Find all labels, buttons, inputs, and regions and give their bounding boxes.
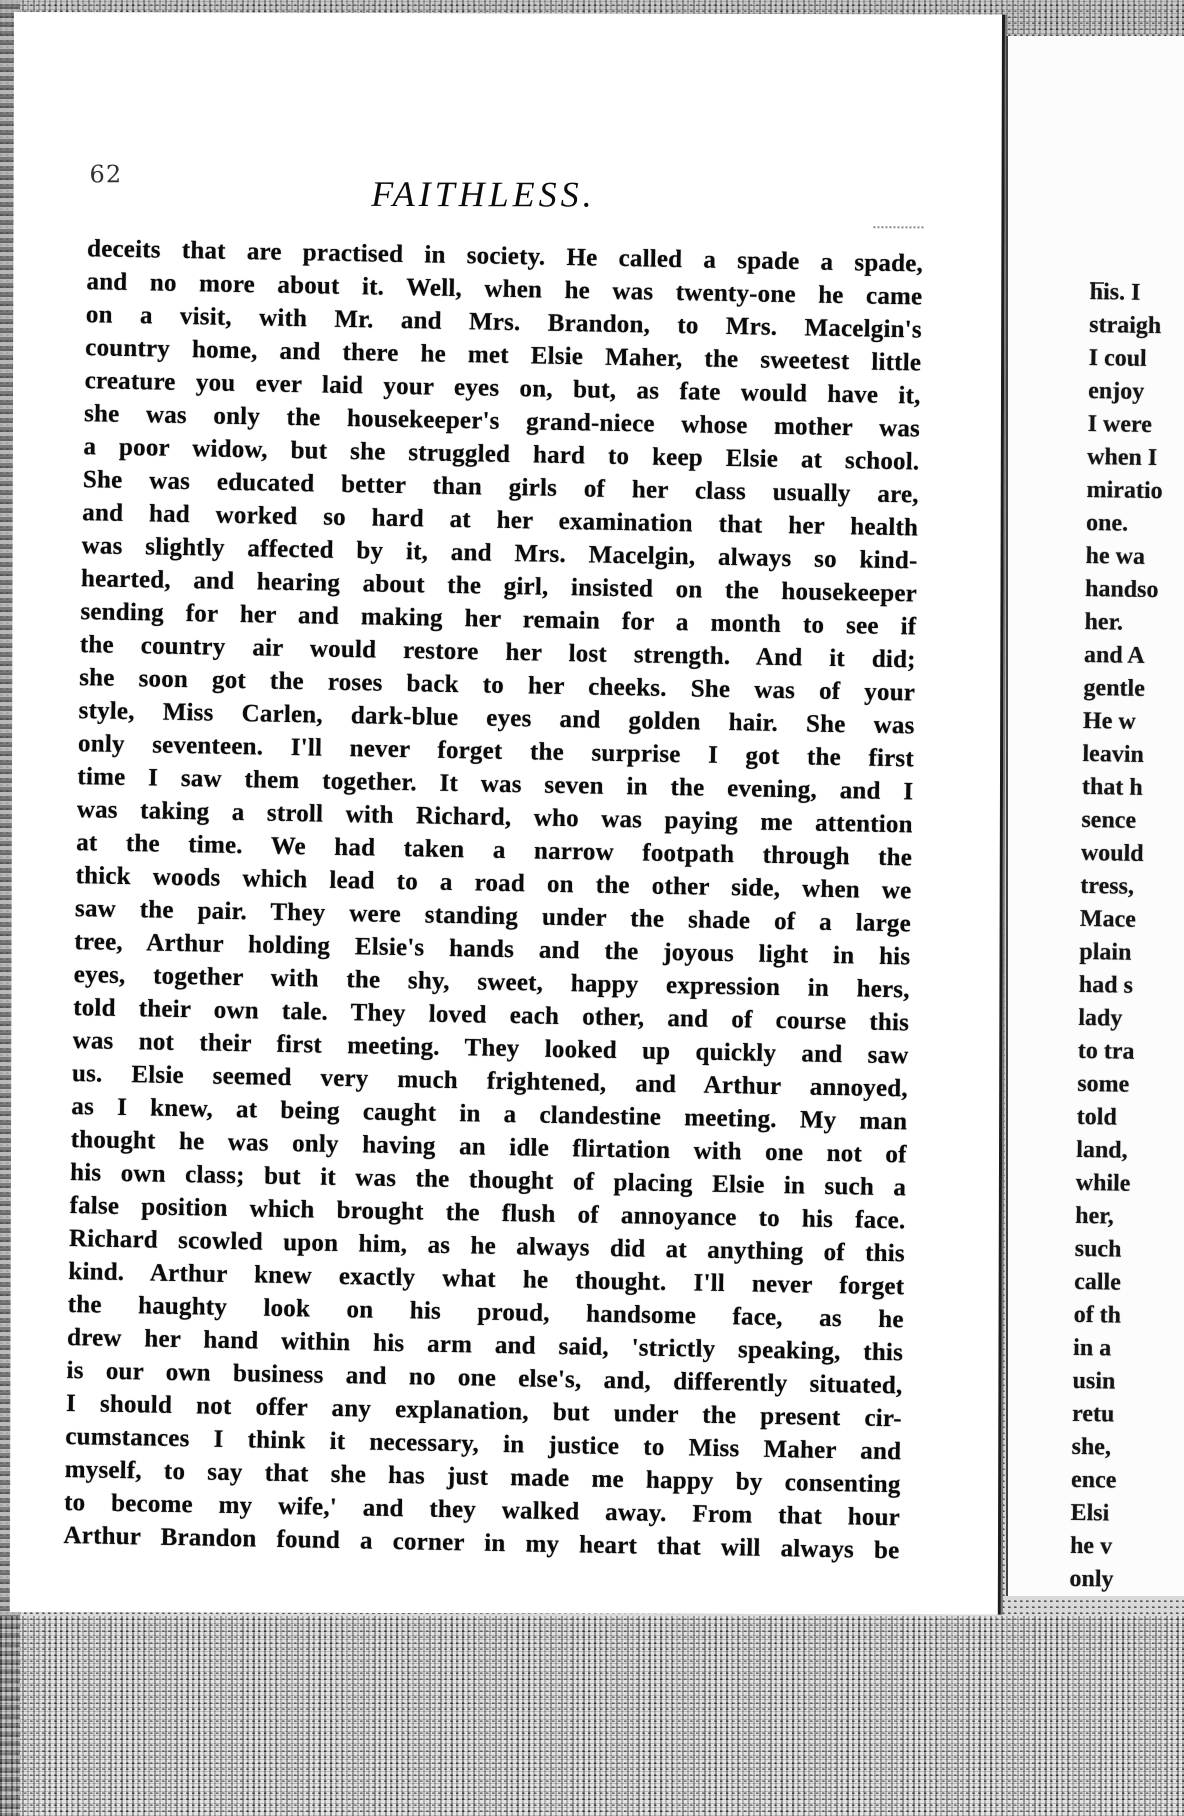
text-line: his own class; but it was the thought of placing Elsie in such a bbox=[69, 1159, 907, 1202]
right-page-line: leavin bbox=[1082, 740, 1145, 768]
right-page-line: of th bbox=[1073, 1301, 1122, 1329]
right-page-line: calle bbox=[1073, 1268, 1122, 1296]
text-line: thought he was only having an idle flirtation with one not of bbox=[70, 1126, 907, 1169]
text-line: She was educated better than girls of her class usually are, bbox=[82, 466, 919, 509]
right-page-line: while bbox=[1075, 1169, 1131, 1197]
right-page-line: one. bbox=[1085, 509, 1129, 537]
right-page-line: told bbox=[1076, 1103, 1118, 1131]
text-line: and had worked so hard at her examination that her health bbox=[82, 499, 919, 542]
text-line: tree, Arthur holding Elsie's hands and the joyous light in his bbox=[74, 928, 911, 971]
right-page-line: some bbox=[1077, 1070, 1130, 1098]
text-line: saw the pair. They were standing under the shade of a large bbox=[74, 895, 912, 938]
text-line: to become my wife,' and they walked away. From that hour bbox=[63, 1488, 901, 1532]
right-page-line: straigh bbox=[1089, 311, 1162, 340]
text-line: us. Elsie seemed very much frightened, and Arthur annoyed, bbox=[71, 1060, 909, 1103]
right-page-line: that h bbox=[1081, 773, 1143, 801]
text-line: is our own business and no one else's, and, differently situated, bbox=[66, 1357, 903, 1400]
head-rule bbox=[873, 226, 923, 228]
right-page-line: when I bbox=[1086, 443, 1158, 472]
text-line: false position which brought the flush of annoyance to his face. bbox=[69, 1192, 906, 1235]
right-page-line: retu bbox=[1071, 1400, 1115, 1428]
running-head: FAITHLESS. bbox=[371, 173, 596, 215]
text-line: the country air would restore her lost strength. And it did; bbox=[79, 631, 916, 674]
right-page-line: miratio bbox=[1086, 476, 1163, 505]
right-page-line: ence bbox=[1070, 1466, 1117, 1494]
body-text bbox=[63, 232, 923, 1567]
right-page-line: to tra bbox=[1077, 1037, 1135, 1065]
right-page-line: had s bbox=[1078, 971, 1134, 999]
text-line: style, Miss Carlen, dark-blue eyes and golden hair. She was bbox=[78, 697, 915, 740]
right-page-line: He w bbox=[1082, 707, 1136, 735]
right-page-line: he wa bbox=[1085, 542, 1146, 570]
text-line: at the time. We had taken a narrow footpath through the bbox=[75, 829, 913, 872]
text-line: a poor widow, but she struggled hard to keep Elsie at school. bbox=[83, 433, 920, 476]
text-line: thick woods which lead to a road on the other side, when we bbox=[75, 862, 912, 905]
left-page bbox=[10, 12, 1005, 1615]
text-line: Arthur Brandon found a corner in my heart that will always be bbox=[63, 1521, 900, 1565]
right-page-line: gentle bbox=[1083, 674, 1146, 702]
right-page-line: his. I bbox=[1089, 278, 1141, 306]
text-line: cumstances I think it necessary, in justice to Miss Maher and bbox=[65, 1422, 902, 1466]
text-line: I should not offer any explanation, but under the present cir- bbox=[65, 1389, 903, 1433]
right-page-line: Elsi bbox=[1070, 1499, 1110, 1527]
right-page-line: tress, bbox=[1080, 872, 1135, 900]
right-page-line: in a bbox=[1072, 1334, 1112, 1362]
text-line: only seventeen. I'll never forget the surprise I got the first bbox=[77, 730, 915, 773]
text-line: drew her hand within his arm and said, 'strictly speaking, this bbox=[66, 1324, 904, 1367]
text-line: sending for her and making her remain for a month to see if bbox=[80, 598, 917, 641]
text-line: she soon got the roses back to her cheeks. She was of your bbox=[79, 664, 916, 707]
text-line: deceits that are practised in society. He called a spade a spade, bbox=[86, 235, 924, 278]
text-line: on a visit, with Mr. and Mrs. Brandon, to Mrs. Macelgin's bbox=[85, 301, 923, 344]
right-page-line: her, bbox=[1075, 1202, 1114, 1230]
right-page-line: lady bbox=[1078, 1004, 1123, 1032]
text-line: Richard scowled upon him, as he always did at anything of this bbox=[68, 1225, 906, 1268]
scan-noise-bottom bbox=[0, 1616, 1184, 1816]
right-page-line: she, bbox=[1071, 1433, 1112, 1461]
right-page-line: I coul bbox=[1088, 344, 1147, 372]
right-page-line: her. bbox=[1084, 608, 1124, 636]
text-line: creature you ever laid your eyes on, but, as fate would have it, bbox=[84, 367, 921, 410]
right-page-line: Mace bbox=[1079, 905, 1137, 933]
right-page-line: usin bbox=[1072, 1367, 1116, 1395]
right-page-line: and A bbox=[1083, 641, 1145, 669]
text-line: and no more about it. Well, when he was twenty-one he came bbox=[86, 268, 923, 311]
text-line: she was only the housekeeper's grand-niece whose mother was bbox=[83, 400, 921, 443]
page-number: 62 bbox=[89, 160, 123, 189]
right-page-line: I were bbox=[1087, 410, 1153, 438]
text-line: was slightly affected by it, and Mrs. Macelgin, always so kind- bbox=[81, 532, 918, 575]
text-line: told their own tale. They loved each other, and of course this bbox=[72, 994, 910, 1037]
text-line: myself, to say that she has just made me happy by consenting bbox=[64, 1455, 901, 1499]
right-page-line: he v bbox=[1069, 1532, 1113, 1560]
right-page-line: land, bbox=[1076, 1136, 1128, 1164]
text-line: country home, and there he met Elsie Maher, the sweetest little bbox=[85, 334, 922, 377]
right-page-line: plain bbox=[1079, 938, 1132, 966]
right-page-line: handso bbox=[1084, 575, 1159, 604]
text-line: was not their first meeting. They looked up quickly and saw bbox=[72, 1027, 909, 1070]
text-line: as I knew, at being caught in a clandestine meeting. My man bbox=[71, 1093, 908, 1136]
text-line: was taking a stroll with Richard, who was paying me attention bbox=[76, 796, 913, 839]
right-page-line: only bbox=[1069, 1565, 1114, 1593]
right-page-line: enjoy bbox=[1087, 377, 1145, 405]
text-line: the haughty look on his proud, handsome face, as he bbox=[67, 1291, 904, 1334]
text-line: eyes, together with the shy, sweet, happy expression in hers, bbox=[73, 961, 910, 1004]
right-page-line: such bbox=[1074, 1235, 1122, 1263]
text-line: hearted, and hearing about the girl, insisted on the housekeeper bbox=[80, 565, 918, 608]
right-page-text bbox=[1069, 276, 1180, 1596]
right-page-line: sence bbox=[1081, 806, 1137, 834]
right-page bbox=[1006, 36, 1184, 1596]
right-page-line: would bbox=[1080, 839, 1144, 867]
text-line: kind. Arthur knew exactly what he thought. I'll never forget bbox=[68, 1258, 905, 1301]
text-line: time I saw them together. It was seven in the evening, and I bbox=[77, 763, 914, 806]
